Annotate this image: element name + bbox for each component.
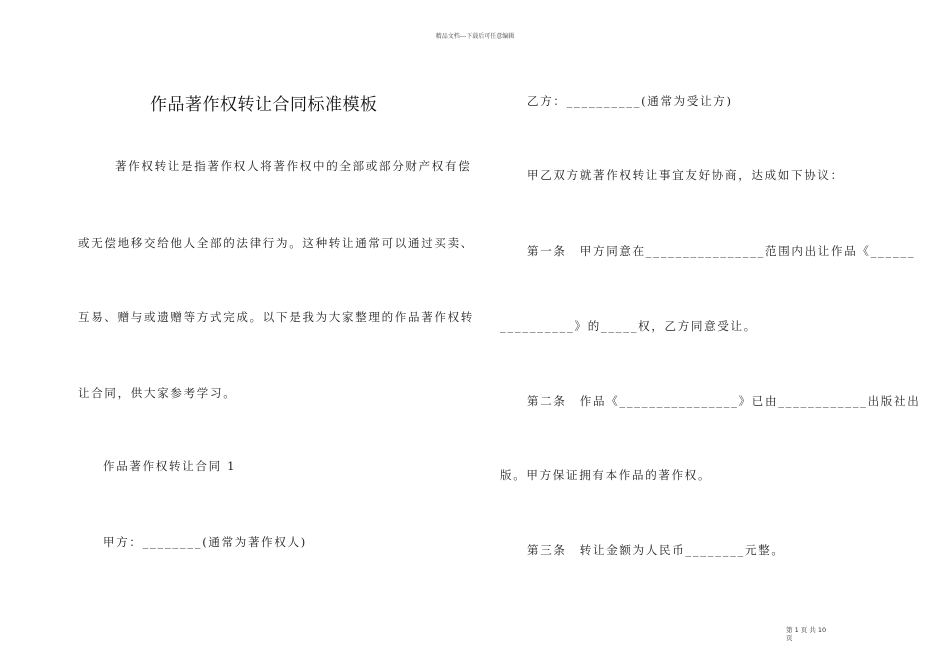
article-1-continued: __________》的_____权，乙方同意受让。 <box>500 319 757 333</box>
page-number: 第 1 页 共 10 页 <box>786 626 827 642</box>
article-1-line: 第一条 甲方同意在________________范围内出让作品《______ <box>527 244 916 258</box>
body-line: 让合同，供大家参考学习。 <box>78 386 237 400</box>
contract-subtitle: 作品著作权转让合同 1 <box>103 459 237 473</box>
body-line: 或无偿地移交给他人全部的法律行为。这种转让通常可以通过买卖、 <box>78 236 474 250</box>
header-note: 精品文档---下载后可任意编辑 <box>435 33 515 40</box>
article-2-line: 第二条 作品《________________》已由____________出版社出 <box>527 394 921 408</box>
article-3-line: 第三条 转让金额为人民币________元整。 <box>527 543 785 557</box>
article-2-continued: 版。甲方保证拥有本作品的著作权。 <box>500 468 712 482</box>
agreement-intro: 甲乙双方就著作权转让事宜友好协商，达成如下协议： <box>527 168 844 182</box>
party-b-line: 乙方：__________(通常为受让方) <box>527 94 733 108</box>
party-a-line: 甲方：________(通常为著作权人) <box>103 535 307 549</box>
document-title: 作品著作权转让合同标准模板 <box>150 95 378 115</box>
body-line: 互易、赠与或遗赠等方式完成。以下是我为大家整理的作品著作权转 <box>78 310 474 324</box>
body-line: 著作权转让是指著作权人将著作权中的全部或部分财产权有偿 <box>115 159 472 173</box>
